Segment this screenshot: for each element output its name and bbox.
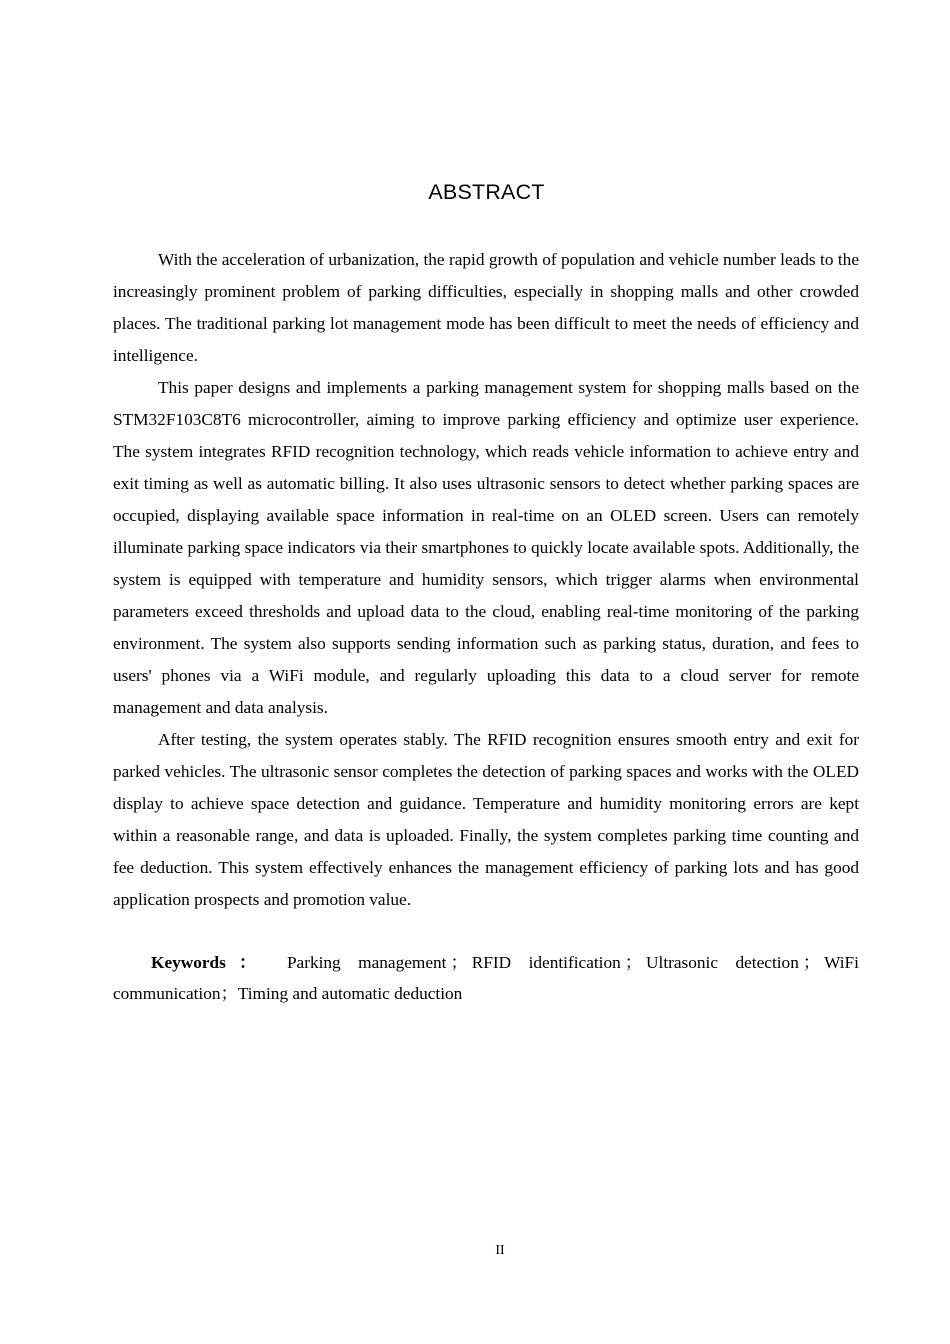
- keywords-line: [113, 947, 859, 1009]
- keyword-separator: ；: [450, 953, 468, 972]
- keyword-item: Timing and automatic deduction: [237, 984, 463, 1003]
- keyword-separator: ；: [624, 953, 643, 972]
- abstract-body: [113, 244, 859, 916]
- abstract-title: ABSTRACT: [428, 180, 545, 204]
- abstract-paragraph-1: With the acceleration of urbanization, the rapid growth of population and vehicle number leads to the increasingly prominent problem of parking difficulties, especially in shopping malls and other crowded places. The traditional parking lot management mode has been difficult to meet the needs of efficiency and intelligence.: [113, 250, 859, 365]
- keywords-label: Keywords：: [151, 953, 270, 972]
- abstract-paragraph-3: After testing, the system operates stably. The RFID recognition ensures smooth entry and exit for parked vehicles. The ultrasonic sensor completes the detection of parking spaces and works with the OLED display to achieve space detection and guidance. Temperature and humidity monitoring errors are kept within a reasonable range, and data is uploaded. Finally, the system completes parking time counting and fee deduction. This system effectively enhances the management efficiency of parking lots and has good application prospects and promotion value.: [113, 730, 859, 909]
- keyword-item: Ultrasonic detection: [646, 953, 799, 972]
- keyword-separator: ；: [220, 984, 238, 1003]
- keyword-item: RFID identification: [471, 953, 621, 972]
- keyword-separator: ；: [802, 953, 821, 972]
- page-number: II: [495, 1243, 505, 1258]
- abstract-paragraph-2: This paper designs and implements a parking management system for shopping malls based on the STM32F103C8T6 microcontroller, aiming to improve parking efficiency and optimize user experience. The system integrates RFID recognition technology, which reads vehicle information to achieve entry and exit timing as well as automatic billing. It also uses ultrasonic sensors to detect whether parking spaces are occupied, displaying available space information in real-time on an OLED screen. Users can remotely illuminate parking space indicators via their smartphones to quickly locate available spots. Additionally, the system is equipped with temperature and humidity sensors, which trigger alarms when environmental parameters exceed thresholds and upload data to the cloud, enabling real-time monitoring of the parking environment. The system also supports sending information such as parking status, duration, and fees to users' phones via a WiFi module, and regularly uploading this data to a cloud server for remote management and data analysis.: [113, 378, 859, 717]
- keyword-item: Parking management: [286, 953, 447, 972]
- keyword-item: WiFi communication: [113, 953, 859, 1003]
